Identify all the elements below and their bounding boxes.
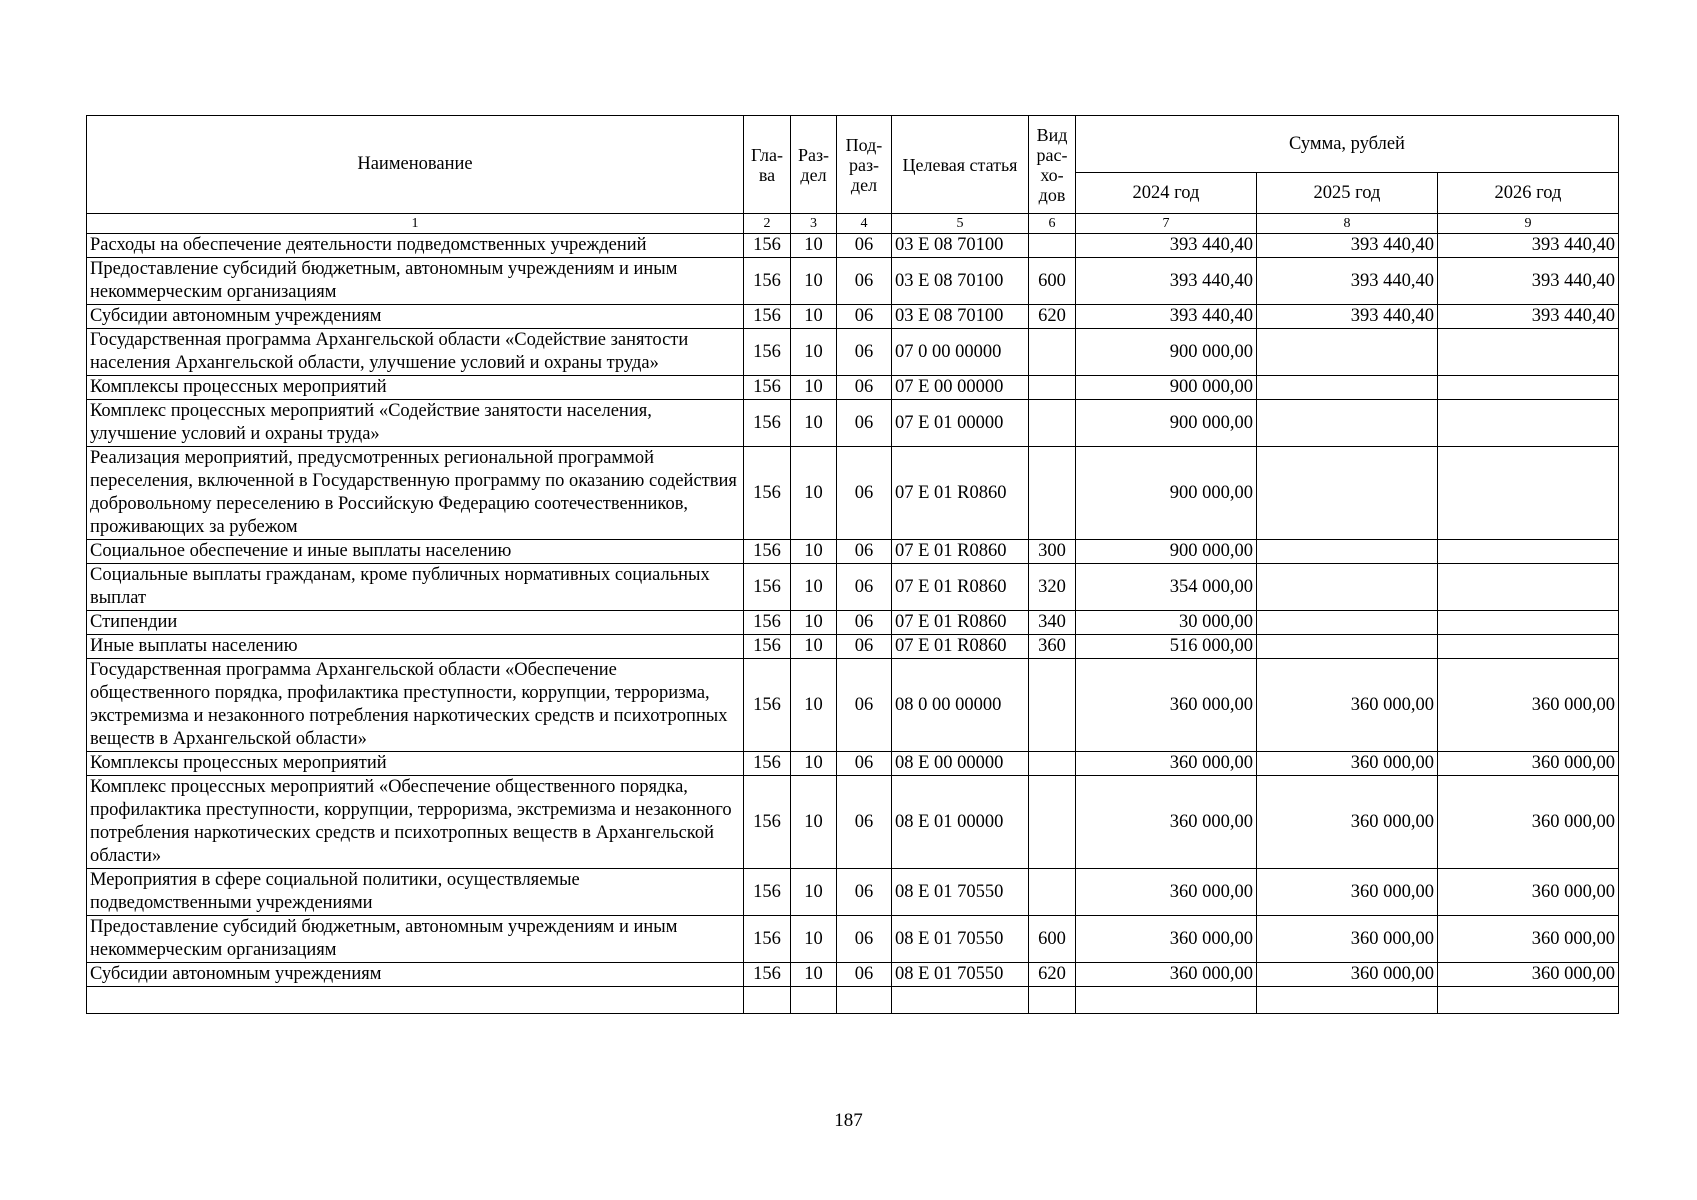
row-amount-2024: 900 000,00 — [1076, 329, 1257, 376]
row-podrazdel: 06 — [837, 752, 892, 776]
column-number: 3 — [791, 214, 837, 234]
row-amount-2024: 900 000,00 — [1076, 540, 1257, 564]
row-razdel: 10 — [791, 376, 837, 400]
column-numbers-row — [87, 214, 1619, 234]
row-tselevaya-statya: 08 Е 01 70550 — [892, 869, 1029, 916]
row-tselevaya-statya: 03 Е 08 70100 — [892, 305, 1029, 329]
table-body — [87, 234, 1619, 1014]
row-amount-2024: 516 000,00 — [1076, 635, 1257, 659]
row-tselevaya-statya: 07 Е 01 R0860 — [892, 635, 1029, 659]
row-glava: 156 — [744, 234, 791, 258]
row-amount-2026 — [1438, 447, 1619, 540]
row-podrazdel: 06 — [837, 635, 892, 659]
row-glava: 156 — [744, 659, 791, 752]
row-amount-2026: 393 440,40 — [1438, 258, 1619, 305]
row-amount-2026 — [1438, 376, 1619, 400]
row-amount-2024: 360 000,00 — [1076, 963, 1257, 987]
row-amount-2024: 360 000,00 — [1076, 752, 1257, 776]
table-row — [87, 258, 1619, 305]
row-name: Комплексы процессных мероприятий — [87, 376, 744, 400]
table-row — [87, 564, 1619, 611]
row-podrazdel: 06 — [837, 869, 892, 916]
row-podrazdel: 06 — [837, 659, 892, 752]
row-name: Стипендии — [87, 611, 744, 635]
row-amount-2026 — [1438, 611, 1619, 635]
column-number: 4 — [837, 214, 892, 234]
row-glava: 156 — [744, 635, 791, 659]
row-tselevaya-statya: 08 0 00 00000 — [892, 659, 1029, 752]
row-glava: 156 — [744, 752, 791, 776]
row-razdel: 10 — [791, 635, 837, 659]
row-name: Субсидии автономным учреждениям — [87, 963, 744, 987]
row-amount-2026: 360 000,00 — [1438, 659, 1619, 752]
table-row — [87, 400, 1619, 447]
table-row — [87, 776, 1619, 869]
row-amount-2025 — [1257, 400, 1438, 447]
table-row — [87, 752, 1619, 776]
table-row — [87, 611, 1619, 635]
table-row — [87, 305, 1619, 329]
row-amount-2025: 360 000,00 — [1257, 752, 1438, 776]
row-glava: 156 — [744, 400, 791, 447]
column-number: 8 — [1257, 214, 1438, 234]
row-vid-raskhodov — [1029, 376, 1076, 400]
table-row — [87, 659, 1619, 752]
row-vid-raskhodov: 320 — [1029, 564, 1076, 611]
row-podrazdel: 06 — [837, 305, 892, 329]
row-vid-raskhodov — [1029, 659, 1076, 752]
row-tselevaya-statya: 07 Е 01 00000 — [892, 400, 1029, 447]
row-tselevaya-statya: 08 Е 01 70550 — [892, 916, 1029, 963]
row-tselevaya-statya: 07 Е 01 R0860 — [892, 540, 1029, 564]
row-razdel: 10 — [791, 659, 837, 752]
row-amount-2025: 393 440,40 — [1257, 258, 1438, 305]
row-glava: 156 — [744, 305, 791, 329]
row-vid-raskhodov — [1029, 752, 1076, 776]
row-amount-2025 — [1257, 376, 1438, 400]
row-name: Иные выплаты населению — [87, 635, 744, 659]
row-razdel: 10 — [791, 258, 837, 305]
row-vid-raskhodov: 360 — [1029, 635, 1076, 659]
column-number: 5 — [892, 214, 1029, 234]
row-tselevaya-statya: 08 Е 01 70550 — [892, 963, 1029, 987]
header-glava: Гла-ва — [744, 116, 791, 214]
table-row — [87, 447, 1619, 540]
header-podrazdel: Под-раз-дел — [837, 116, 892, 214]
row-tselevaya-statya: 07 Е 01 R0860 — [892, 611, 1029, 635]
row-razdel: 10 — [791, 752, 837, 776]
row-glava: 156 — [744, 329, 791, 376]
row-vid-raskhodov: 620 — [1029, 305, 1076, 329]
column-number: 2 — [744, 214, 791, 234]
row-amount-2026 — [1438, 635, 1619, 659]
row-amount-2026: 360 000,00 — [1438, 916, 1619, 963]
row-glava: 156 — [744, 258, 791, 305]
row-razdel: 10 — [791, 400, 837, 447]
row-podrazdel: 06 — [837, 611, 892, 635]
row-vid-raskhodov — [1029, 776, 1076, 869]
row-podrazdel: 06 — [837, 916, 892, 963]
row-amount-2024: 900 000,00 — [1076, 400, 1257, 447]
header-summa: Сумма, рублей — [1076, 116, 1619, 173]
row-name: Субсидии автономным учреждениям — [87, 305, 744, 329]
table-row — [87, 963, 1619, 987]
row-amount-2025: 393 440,40 — [1257, 305, 1438, 329]
row-name: Предоставление субсидий бюджетным, автономным учреждениям и иным некоммерческим организациям — [87, 258, 744, 305]
page-number: 187 — [834, 1110, 863, 1131]
header-year-2025: 2025 год — [1257, 173, 1438, 214]
row-amount-2026 — [1438, 540, 1619, 564]
row-vid-raskhodov — [1029, 400, 1076, 447]
row-amount-2026: 393 440,40 — [1438, 234, 1619, 258]
column-number: 6 — [1029, 214, 1076, 234]
table-row — [87, 329, 1619, 376]
row-amount-2025 — [1257, 611, 1438, 635]
row-amount-2025: 360 000,00 — [1257, 963, 1438, 987]
row-razdel: 10 — [791, 234, 837, 258]
row-podrazdel: 06 — [837, 258, 892, 305]
row-amount-2026 — [1438, 329, 1619, 376]
row-vid-raskhodov — [1029, 447, 1076, 540]
header-razdel: Раз-дел — [791, 116, 837, 214]
row-amount-2026: 360 000,00 — [1438, 963, 1619, 987]
row-razdel: 10 — [791, 305, 837, 329]
row-vid-raskhodov — [1029, 234, 1076, 258]
row-glava: 156 — [744, 869, 791, 916]
row-amount-2026: 360 000,00 — [1438, 869, 1619, 916]
row-tselevaya-statya: 07 Е 01 R0860 — [892, 564, 1029, 611]
row-podrazdel: 06 — [837, 776, 892, 869]
row-amount-2024: 360 000,00 — [1076, 869, 1257, 916]
row-amount-2026: 360 000,00 — [1438, 776, 1619, 869]
row-podrazdel: 06 — [837, 564, 892, 611]
row-razdel: 10 — [791, 447, 837, 540]
row-amount-2024: 900 000,00 — [1076, 376, 1257, 400]
row-tselevaya-statya: 03 Е 08 70100 — [892, 234, 1029, 258]
row-vid-raskhodov — [1029, 869, 1076, 916]
row-razdel: 10 — [791, 869, 837, 916]
column-number: 1 — [87, 214, 744, 234]
row-razdel: 10 — [791, 329, 837, 376]
row-amount-2026 — [1438, 400, 1619, 447]
row-razdel: 10 — [791, 776, 837, 869]
row-razdel: 10 — [791, 963, 837, 987]
row-name: Предоставление субсидий бюджетным, автономным учреждениям и иным некоммерческим организациям — [87, 916, 744, 963]
row-amount-2024: 360 000,00 — [1076, 659, 1257, 752]
table-row — [87, 540, 1619, 564]
row-podrazdel: 06 — [837, 963, 892, 987]
row-podrazdel: 06 — [837, 234, 892, 258]
header-year-2024: 2024 год — [1076, 173, 1257, 214]
table-row — [87, 376, 1619, 400]
header-name: Наименование — [87, 116, 744, 214]
row-name: Реализация мероприятий, предусмотренных региональной программой переселения, включенной в Государственную программу по оказанию содействия добровольному переселению в Российскую Федерацию соотечественников, проживающих за рубежом — [87, 447, 744, 540]
row-vid-raskhodov: 340 — [1029, 611, 1076, 635]
row-podrazdel: 06 — [837, 540, 892, 564]
row-glava: 156 — [744, 447, 791, 540]
row-amount-2025: 360 000,00 — [1257, 869, 1438, 916]
row-glava: 156 — [744, 916, 791, 963]
row-amount-2025: 360 000,00 — [1257, 659, 1438, 752]
row-glava: 156 — [744, 564, 791, 611]
row-razdel: 10 — [791, 611, 837, 635]
row-tselevaya-statya: 08 Е 00 00000 — [892, 752, 1029, 776]
table-row — [87, 916, 1619, 963]
row-podrazdel: 06 — [837, 376, 892, 400]
row-amount-2024: 30 000,00 — [1076, 611, 1257, 635]
header-tselevaya-statya: Целевая статья — [892, 116, 1029, 214]
row-razdel: 10 — [791, 916, 837, 963]
row-glava: 156 — [744, 611, 791, 635]
row-vid-raskhodov: 600 — [1029, 916, 1076, 963]
row-amount-2025: 360 000,00 — [1257, 916, 1438, 963]
row-glava: 156 — [744, 540, 791, 564]
row-name: Комплекс процессных мероприятий «Обеспечение общественного порядка, профилактика преступности, коррупции, терроризма, экстремизма и незаконного потребления наркотических средств и психотропных веществ в Архангельской области» — [87, 776, 744, 869]
row-amount-2026: 393 440,40 — [1438, 305, 1619, 329]
header-vid-raskhodov: Вид рас-хо-дов — [1029, 116, 1076, 214]
row-name: Социальное обеспечение и иные выплаты населению — [87, 540, 744, 564]
row-name: Государственная программа Архангельской области «Обеспечение общественного порядка, профилактика преступности, коррупции, терроризма, экстремизма и незаконного потребления наркотических средств и психотропных веществ в Архангельской области» — [87, 659, 744, 752]
row-tselevaya-statya: 03 Е 08 70100 — [892, 258, 1029, 305]
row-name: Государственная программа Архангельской области «Содействие занятости населения Архангельской области, улучшение условий и охраны труда» — [87, 329, 744, 376]
empty-row — [87, 987, 1619, 1014]
row-glava: 156 — [744, 776, 791, 869]
row-podrazdel: 06 — [837, 447, 892, 540]
column-number: 7 — [1076, 214, 1257, 234]
row-amount-2025 — [1257, 540, 1438, 564]
row-amount-2025 — [1257, 329, 1438, 376]
row-vid-raskhodov — [1029, 329, 1076, 376]
row-amount-2024: 393 440,40 — [1076, 234, 1257, 258]
row-amount-2026 — [1438, 564, 1619, 611]
row-podrazdel: 06 — [837, 400, 892, 447]
row-name: Комплексы процессных мероприятий — [87, 752, 744, 776]
row-name: Расходы на обеспечение деятельности подведомственных учреждений — [87, 234, 744, 258]
row-tselevaya-statya: 07 Е 01 R0860 — [892, 447, 1029, 540]
row-amount-2025 — [1257, 635, 1438, 659]
row-tselevaya-statya: 08 Е 01 00000 — [892, 776, 1029, 869]
table-row — [87, 234, 1619, 258]
row-tselevaya-statya: 07 0 00 00000 — [892, 329, 1029, 376]
row-amount-2025: 360 000,00 — [1257, 776, 1438, 869]
row-amount-2024: 393 440,40 — [1076, 305, 1257, 329]
row-amount-2025: 393 440,40 — [1257, 234, 1438, 258]
row-amount-2024: 354 000,00 — [1076, 564, 1257, 611]
row-amount-2025 — [1257, 447, 1438, 540]
table-row — [87, 869, 1619, 916]
row-podrazdel: 06 — [837, 329, 892, 376]
row-glava: 156 — [744, 376, 791, 400]
row-vid-raskhodov: 300 — [1029, 540, 1076, 564]
row-name: Мероприятия в сфере социальной политики, осуществляемые подведомственными учреждениями — [87, 869, 744, 916]
header-year-2026: 2026 год — [1438, 173, 1619, 214]
row-vid-raskhodov: 620 — [1029, 963, 1076, 987]
budget-table — [86, 115, 1619, 1014]
row-name: Социальные выплаты гражданам, кроме публичных нормативных социальных выплат — [87, 564, 744, 611]
column-number: 9 — [1438, 214, 1619, 234]
row-razdel: 10 — [791, 564, 837, 611]
row-amount-2025 — [1257, 564, 1438, 611]
row-amount-2024: 393 440,40 — [1076, 258, 1257, 305]
table-row — [87, 635, 1619, 659]
row-amount-2024: 360 000,00 — [1076, 916, 1257, 963]
row-amount-2026: 360 000,00 — [1438, 752, 1619, 776]
row-amount-2024: 900 000,00 — [1076, 447, 1257, 540]
row-glava: 156 — [744, 963, 791, 987]
row-vid-raskhodov: 600 — [1029, 258, 1076, 305]
row-name: Комплекс процессных мероприятий «Содействие занятости населения, улучшение условий и охраны труда» — [87, 400, 744, 447]
row-razdel: 10 — [791, 540, 837, 564]
row-tselevaya-statya: 07 Е 00 00000 — [892, 376, 1029, 400]
row-amount-2024: 360 000,00 — [1076, 776, 1257, 869]
